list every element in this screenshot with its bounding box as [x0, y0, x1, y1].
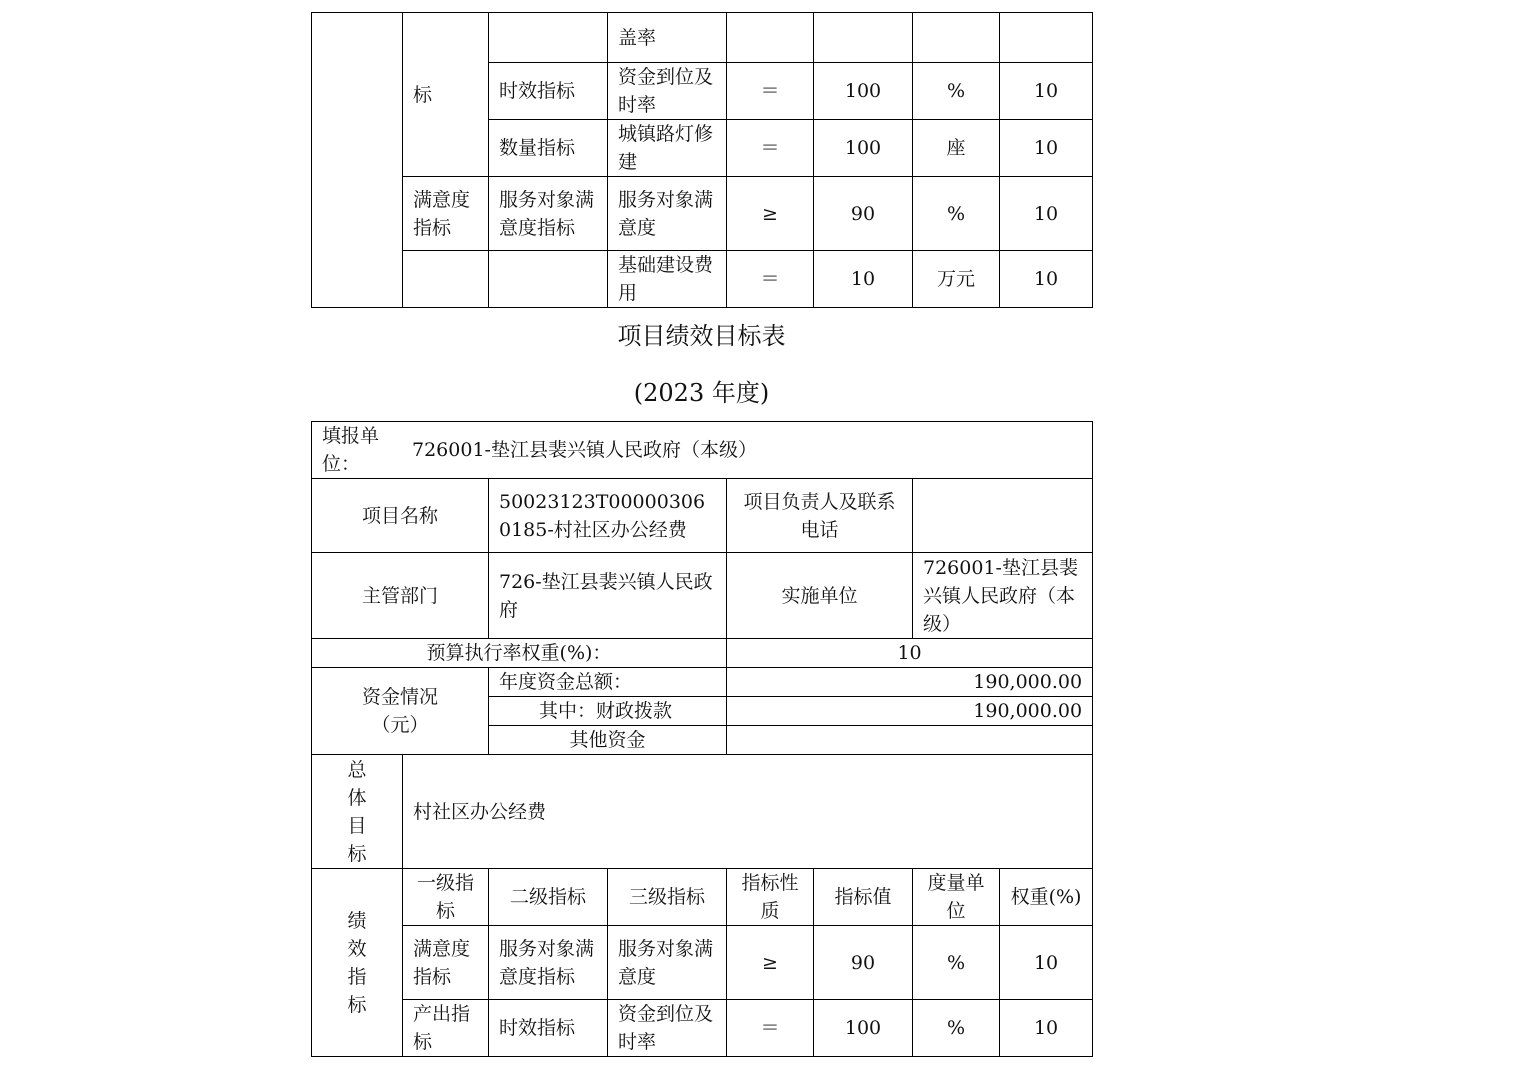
nature-cell: ＝ — [727, 120, 814, 177]
level2-indicator-cell: 时效指标 — [489, 63, 608, 120]
perf-l2-cell: 时效指标 — [489, 1000, 608, 1057]
value-cell: 100 — [814, 63, 913, 120]
level2-indicator-cell: 服务对象满意度指标 — [489, 177, 608, 251]
perf-l1-cell: 产出指标 — [403, 1000, 489, 1057]
weight-cell: 10 — [1000, 63, 1093, 120]
table-row — [312, 1000, 1093, 1057]
goal-label-text: 总体目标 — [347, 758, 367, 865]
table-row — [312, 177, 1093, 251]
level1-indicator-cell: 标 — [403, 13, 489, 177]
performance-target-table — [311, 421, 1093, 1057]
department-row — [312, 553, 1093, 639]
unit-cell: % — [913, 177, 1000, 251]
blank-cell — [312, 13, 403, 308]
project-name-label: 项目名称 — [312, 479, 489, 553]
level3-indicator-cell: 服务对象满意度 — [608, 177, 727, 251]
perf-l3-cell: 服务对象满意度 — [608, 926, 727, 1000]
value-cell: 10 — [814, 251, 913, 308]
nature-cell: ＝ — [727, 63, 814, 120]
level3-indicator-cell: 基础建设费用 — [608, 251, 727, 308]
weight-cell — [1000, 13, 1093, 63]
level3-indicator-cell: 资金到位及时率 — [608, 63, 727, 120]
level3-indicator-cell: 城镇路灯修建 — [608, 120, 727, 177]
funds-label — [312, 668, 489, 755]
value-cell: 90 — [814, 177, 913, 251]
perf-weight-cell: 10 — [1000, 1000, 1093, 1057]
fill-unit-value: 726001-垫江县裴兴镇人民政府（本级） — [412, 439, 757, 461]
funds-fiscal-label: 其中：财政拨款 — [489, 697, 727, 726]
budget-weight-label: 预算执行率权重(%)： — [312, 639, 727, 668]
perf-header-row — [312, 869, 1093, 926]
level2-indicator-cell — [489, 13, 608, 63]
overall-goal-row — [312, 755, 1093, 869]
perf-nature-cell: ≥ — [727, 926, 814, 1000]
level2-indicator-cell — [489, 251, 608, 308]
perf-unit-cell: % — [913, 1000, 1000, 1057]
perf-unit-cell: % — [913, 926, 1000, 1000]
continued-indicator-table — [311, 12, 1093, 308]
funds-total-value: 190,000.00 — [727, 668, 1093, 697]
perf-l1-cell: 满意度指标 — [403, 926, 489, 1000]
perf-header-l1: 一级指标 — [403, 869, 489, 926]
unit-cell: 万元 — [913, 251, 1000, 308]
owner-label: 项目负责人及联系电话 — [727, 479, 913, 553]
perf-label-text: 绩效指标 — [347, 909, 367, 1016]
dept-label: 主管部门 — [312, 553, 489, 639]
funds-other-value — [727, 726, 1093, 755]
perf-l3-cell: 资金到位及时率 — [608, 1000, 727, 1057]
weight-cell: 10 — [1000, 120, 1093, 177]
budget-weight-row — [312, 639, 1093, 668]
level2-indicator-cell: 数量指标 — [489, 120, 608, 177]
owner-value — [913, 479, 1093, 553]
unit-cell — [913, 13, 1000, 63]
level1-indicator-cell: 满意度指标 — [403, 177, 489, 251]
perf-header-l3: 三级指标 — [608, 869, 727, 926]
fill-unit-label: 填报单位： — [322, 425, 380, 475]
value-cell — [814, 13, 913, 63]
funds-label-text: 资金情况（元） — [361, 686, 438, 736]
page-title: 项目绩效目标表 — [617, 322, 786, 350]
perf-header-unit: 度量单位 — [913, 869, 1000, 926]
table-row — [312, 13, 1093, 63]
weight-cell: 10 — [1000, 251, 1093, 308]
dept-value: 726-垫江县裴兴镇人民政府 — [489, 553, 727, 639]
unit-cell: % — [913, 63, 1000, 120]
page-subtitle: (2023 年度) — [633, 379, 770, 407]
perf-header-weight: 权重(%) — [1000, 869, 1093, 926]
goal-label — [312, 755, 403, 869]
perf-header-nature: 指标性质 — [727, 869, 814, 926]
funds-total-label: 年度资金总额： — [489, 668, 727, 697]
nature-cell: ＝ — [727, 251, 814, 308]
project-name-value: 50023123T000003060185-村社区办公经费 — [489, 479, 727, 553]
perf-value-cell: 100 — [814, 1000, 913, 1057]
fill-unit-row — [312, 422, 1093, 479]
value-cell: 100 — [814, 120, 913, 177]
perf-header-value: 指标值 — [814, 869, 913, 926]
impl-value: 726001-垫江县裴兴镇人民政府（本级） — [913, 553, 1093, 639]
budget-weight-value: 10 — [727, 639, 1093, 668]
weight-cell: 10 — [1000, 177, 1093, 251]
perf-header-l2: 二级指标 — [489, 869, 608, 926]
level3-indicator-cell: 盖率 — [608, 13, 727, 63]
impl-label: 实施单位 — [727, 553, 913, 639]
perf-label — [312, 869, 403, 1057]
funds-fiscal-value: 190,000.00 — [727, 697, 1093, 726]
goal-value: 村社区办公经费 — [403, 755, 1093, 869]
table-row — [312, 251, 1093, 308]
perf-value-cell: 90 — [814, 926, 913, 1000]
unit-cell: 座 — [913, 120, 1000, 177]
nature-cell — [727, 13, 814, 63]
funds-total-row — [312, 668, 1093, 697]
perf-weight-cell: 10 — [1000, 926, 1093, 1000]
project-name-row — [312, 479, 1093, 553]
funds-other-label: 其他资金 — [489, 726, 727, 755]
table-row — [312, 926, 1093, 1000]
level1-indicator-cell — [403, 251, 489, 308]
fill-unit-cell — [312, 422, 1093, 479]
perf-nature-cell: ＝ — [727, 1000, 814, 1057]
nature-cell: ≥ — [727, 177, 814, 251]
perf-l2-cell: 服务对象满意度指标 — [489, 926, 608, 1000]
